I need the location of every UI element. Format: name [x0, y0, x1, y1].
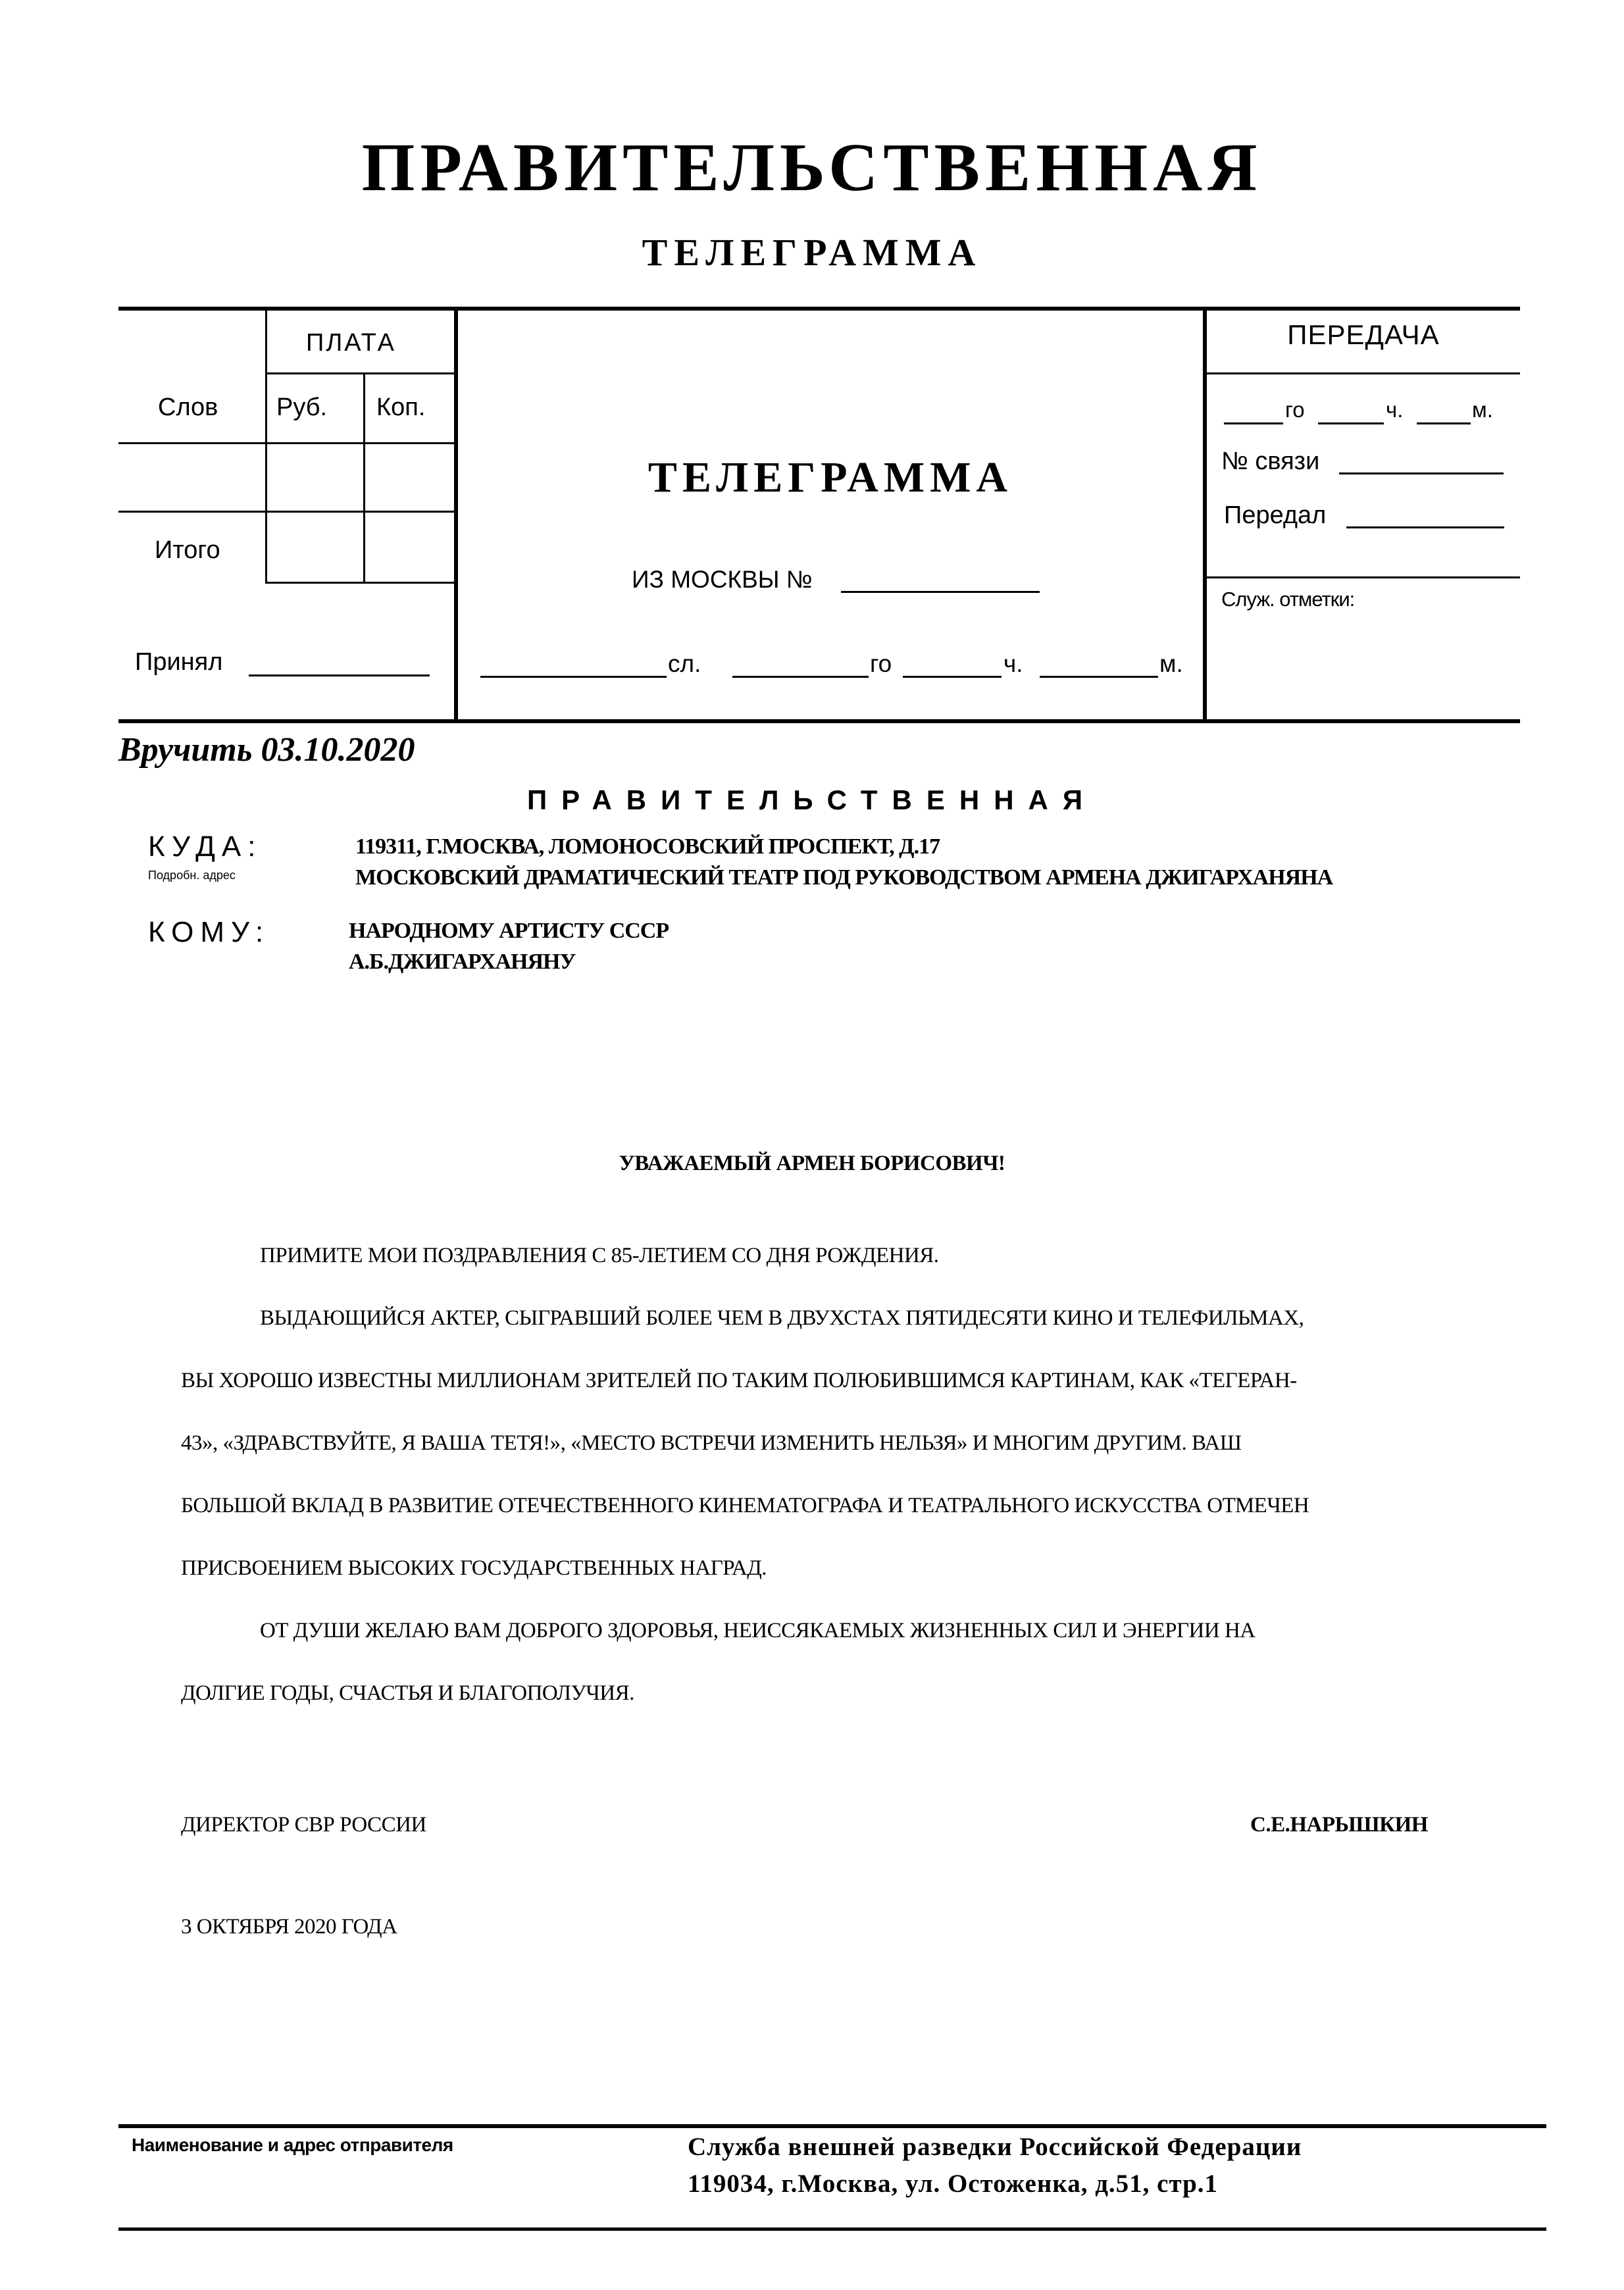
signer-name: С.Е.НАРЫШКИН [1250, 1813, 1428, 1837]
sluzh-otmetki-label: Служ. отметки: [1221, 588, 1355, 611]
letter-line: ВЫДАЮЩИЙСЯ АКТЕР, СЫГРАВШИЙ БОЛЕЕ ЧЕМ В ДВУХСТАХ ПЯТИДЕСЯТИ КИНО И ТЕЛЕФИЛЬМАХ, [260, 1306, 1304, 1330]
time-ch-line [1318, 422, 1384, 424]
peredacha-label: ПЕРЕДАЧА [1287, 319, 1440, 350]
time-go-label: го [1285, 397, 1305, 422]
form-divider-left [454, 307, 458, 723]
sender-bottom-border [118, 2227, 1546, 2231]
form-bottom-border [118, 719, 1520, 723]
gov-spaced-label: ПРАВИТЕЛЬСТВЕННАЯ [526, 784, 1098, 815]
letter-line: ОТ ДУШИ ЖЕЛАЮ ВАМ ДОБРОГО ЗДОРОВЬЯ, НЕИССЯКАЕМЫХ ЖИЗНЕННЫХ СИЛ И ЭНЕРГИИ НА [260, 1619, 1256, 1642]
letter-line: ВЫ ХОРОШО ИЗВЕСТНЫ МИЛЛИОНАМ ЗРИТЕЛЕЙ ПО ТАКИМ ПОЛЮБИВШИМСЯ КАРТИНАМ, КАК «ТЕГЕРАН- [181, 1369, 1297, 1392]
sender-line-1: Служба внешней разведки Российской Федерации [688, 2133, 1302, 2161]
komu-label: КОМУ: [148, 916, 270, 948]
pay-grid-v1 [265, 311, 267, 584]
iz-moskvy-line [841, 591, 1040, 593]
letter-line: БОЛЬШОЙ ВКЛАД В РАЗВИТИЕ ОТЕЧЕСТВЕННОГО КИНЕМАТОГРАФА И ТЕАТРАЛЬНОГО ИСКУССТВА ОТМЕЧЕН [181, 1494, 1309, 1517]
letter-line: ПРИМИТЕ МОИ ПОЗДРАВЛЕНИЯ С 85-ЛЕТИЕМ СО ДНЯ РОЖДЕНИЯ. [260, 1244, 939, 1267]
pay-grid-v2 [363, 372, 365, 584]
itogo-label: Итого [155, 536, 220, 564]
form-center-title: ТЕЛЕГРАММА [647, 453, 1013, 501]
peredal-line [1346, 526, 1504, 528]
podrob-address-label: Подробн. адрес [148, 869, 236, 882]
document-subtitle: ТЕЛЕГРАММА [642, 231, 982, 274]
komu-line-2: А.Б.ДЖИГАРХАНЯНУ [349, 950, 576, 974]
nomer-svyazi-line [1339, 472, 1504, 474]
go-line [732, 676, 869, 678]
rub-label: Руб. [276, 394, 328, 421]
kuda-line-2: МОСКОВСКИЙ ДРАМАТИЧЕСКИЙ ТЕАТР ПОД РУКОВОДСТВОМ АРМЕНА ДЖИГАРХАНЯНА [355, 865, 1333, 890]
letter-line: ДОЛГИЕ ГОДЫ, СЧАСТЬЯ И БЛАГОПОЛУЧИЯ. [181, 1681, 634, 1705]
time-go-line [1224, 422, 1283, 424]
iz-moskvy-label: ИЗ МОСКВЫ № [632, 566, 813, 593]
deliver-date: Вручить 03.10.2020 [118, 731, 415, 769]
m-label: м. [1159, 650, 1183, 677]
document-title: ПРАВИТЕЛЬСТВЕННАЯ [361, 130, 1263, 205]
pay-grid-h2 [118, 442, 456, 444]
kuda-label: КУДА: [148, 830, 263, 863]
go-label: го [870, 650, 892, 677]
letter-line: ПРИСВОЕНИЕМ ВЫСОКИХ ГОСУДАРСТВЕННЫХ НАГРАД. [181, 1556, 767, 1580]
time-m-label: м. [1472, 397, 1493, 422]
letter-date: 3 ОКТЯБРЯ 2020 ГОДА [181, 1915, 397, 1939]
peredal-label: Передал [1224, 501, 1327, 529]
pay-grid-h3 [118, 511, 456, 513]
slov-label: Слов [158, 394, 218, 421]
m-line [1040, 676, 1158, 678]
kop-label: Коп. [376, 394, 426, 421]
transmit-grid-h2 [1207, 576, 1520, 578]
time-ch-label: ч. [1386, 397, 1404, 422]
sender-line-2: 119034, г.Москва, ул. Остоженка, д.51, стр.1 [688, 2170, 1219, 2198]
form-top-border [118, 307, 1520, 311]
sl-line [480, 676, 667, 678]
sender-top-border [118, 2124, 1546, 2128]
pay-grid-h4 [265, 582, 456, 584]
form-divider-right [1203, 307, 1207, 723]
pay-grid-h1 [265, 372, 456, 374]
ch-line [903, 676, 1002, 678]
komu-line-1: НАРОДНОМУ АРТИСТУ СССР [349, 919, 669, 943]
letter-greeting: УВАЖАЕМЫЙ АРМЕН БОРИСОВИЧ! [619, 1152, 1005, 1175]
sl-label: сл. [668, 650, 701, 677]
prinyal-label: Принял [135, 648, 223, 676]
time-m-line [1417, 422, 1471, 424]
nomer-svyazi-label: № связи [1221, 447, 1320, 475]
prinyal-line [249, 674, 430, 676]
signer-title: ДИРЕКТОР СВР РОССИИ [181, 1813, 426, 1837]
kuda-line-1: 119311, Г.МОСКВА, ЛОМОНОСОВСКИЙ ПРОСПЕКТ, Д.17 [355, 834, 940, 859]
letter-line: 43», «ЗДРАВСТВУЙТЕ, Я ВАША ТЕТЯ!», «МЕСТО ВСТРЕЧИ ИЗМЕНИТЬ НЕЛЬЗЯ» И МНОГИМ ДРУГИМ. ВАШ [181, 1431, 1242, 1455]
sender-label: Наименование и адрес отправителя [132, 2135, 453, 2155]
ch-label: ч. [1003, 650, 1023, 677]
transmit-grid-h1 [1207, 372, 1520, 374]
plata-label: ПЛАТА [306, 329, 396, 357]
